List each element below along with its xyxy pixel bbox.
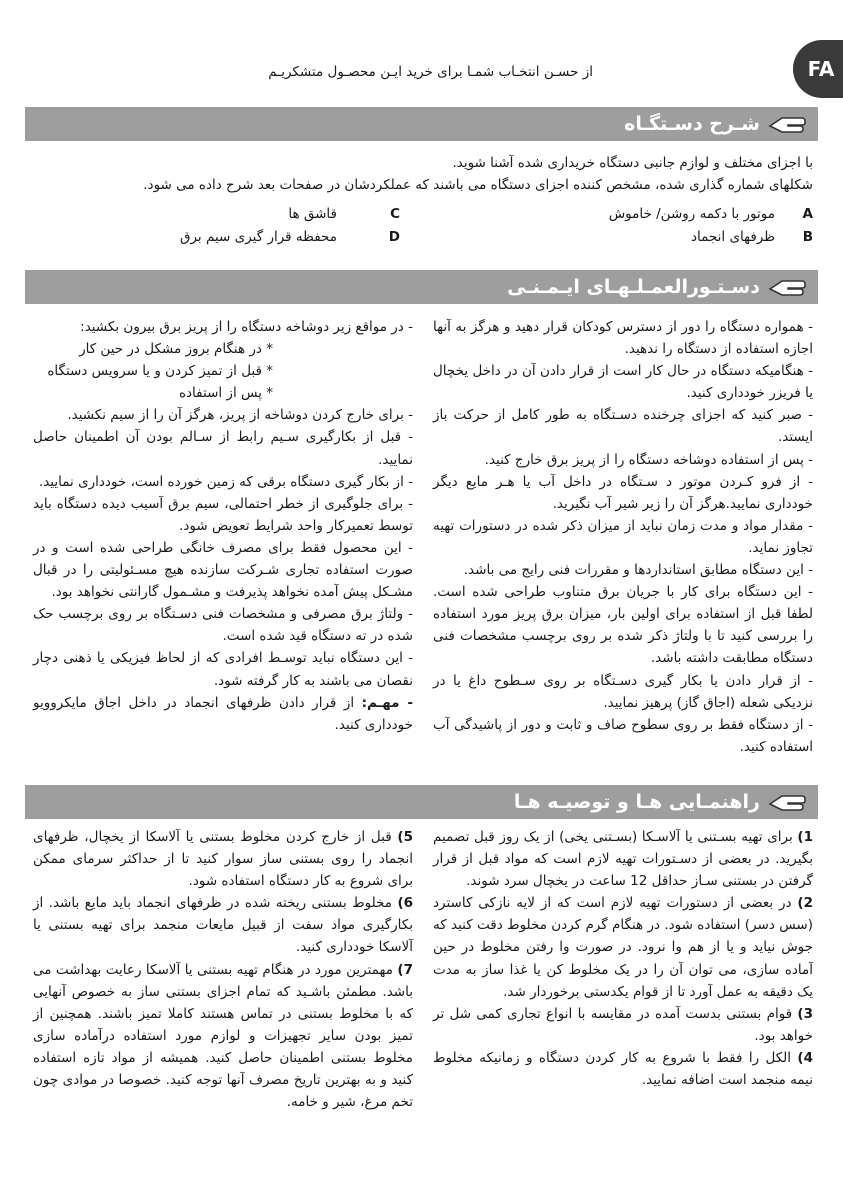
part-text-c: قاشق ها xyxy=(288,206,337,222)
tips-right-column xyxy=(433,826,813,1091)
tip-item xyxy=(433,826,813,892)
safety-item: - صبر کنید که اجزای چرخنده دسـتگاه به طور کامل از حرکت باز ایستد. xyxy=(433,407,813,446)
hand-pointer-icon xyxy=(766,112,806,136)
parts-list xyxy=(23,206,813,252)
safety-item: - ولتاژ برق مصرفی و مشخصات فنی دسـتگاه بر روی برچسب حک شده در ته دستگاه قید شده است. xyxy=(33,606,413,645)
part-letter-a: A xyxy=(802,206,813,222)
section-bar-description xyxy=(25,107,818,141)
safety-item: - پس از استفاده دوشاخه دستگاه را از پریز برق خارج کنید. xyxy=(484,451,813,468)
section-title-safety: دسـتـورالعمـلـهـای ایـمـنـی xyxy=(507,276,760,298)
tip-number: 4) xyxy=(797,1049,813,1066)
safety-item: - از دستگاه فقط بر روی سطوح صاف و ثابت و دور از پاشیدگی آب استفاده کنید. xyxy=(433,716,813,755)
safety-item: - مقدار مواد و مدت زمان نباید از میزان ذکر شده در دستورات تهیه تجاوز نماید. xyxy=(433,517,813,556)
part-text-b: ظرفهای انجماد xyxy=(691,229,775,245)
safety-item: - از بکار گیری دستگاه برقی که زمین خورده است، خودداری نمایید. xyxy=(38,473,413,490)
safety-subitem: * در هنگام بروز مشکل در حین کار xyxy=(79,341,273,358)
section-title-tips: راهنمـایی هـا و توصیـه هـا xyxy=(513,791,760,813)
description-line-2: شکلهای شماره گذاری شده، مشخص کننده اجزای دستگاه می باشند که عملکردشان در صفحات بعد شرح داده می شود. xyxy=(143,177,813,193)
section-bar-tips xyxy=(25,785,818,819)
hand-pointer-icon xyxy=(766,275,806,299)
safety-item: - همواره دستگاه را دور از دسترس کودکان قرار دهید و هرگز به آنها اجازه استفاده از دستگاه را ندهید. xyxy=(433,319,813,358)
tip-text: قبل از خارج کردن مخلوط بستنی یا آلاسکا از یخچال، ظرفهای انجماد را روی بستنی ساز سوار کنید تا از حداکثر سرمای ممکن برای شروع به کار دستگاه استفاده شود. xyxy=(33,829,413,890)
tip-text: در بعضی از دستورات تهیه لازم است که از لایه نازکی کاسترد (سس دسر) استفاده شود. در هنگام گرم کردن مخلوط دقت کنید که جوش نیاید و یا از هم وا نرود. در صورت وا رفتن مخلوط در حین آماده سازی، می توان آن را در یک مخلوط کن یا غذا ساز به مدت یک دقیقه به عمل آورد تا از قوام یکدستی برخوردار شد. xyxy=(433,895,813,1000)
safety-item: - هنگامیکه دستگاه در حال کار است از قرار دادن آن در داخل یخچال یا فریزر خودداری کنید. xyxy=(433,363,813,402)
tip-text: مهمترین مورد در هنگام تهیه بستنی یا آلاسکا رعایت بهداشت می باشد. مطمئن باشـید که تمام اجزای بستنی ساز به خصوص آنهایی که با مخلوط بستنی در تماس هستند کاملا تمیز باشند. همچنین از تمیز بودن سایر تجهیزات و لوازم مورد استفاده درآماده سازی مخلوط بستنی اطمینان حاصل کنید. همیشه از مواد تازه استفاده کنید و به بهترین تاریخ مصرف آنها توجه کنید. خصوصا در موادی چون تخم مرغ، شیر و خامه. xyxy=(33,961,413,1111)
tip-item xyxy=(433,1047,813,1091)
safety-item: - این دستگاه نباید توسـط افرادی که از لحاظ فیزیکی یا ذهنی دچار نقصان می باشند به کار گرفته شود. xyxy=(33,650,413,689)
tip-number: 5) xyxy=(397,829,413,845)
section-bar-safety xyxy=(25,270,818,304)
safety-right-column xyxy=(433,316,813,758)
tip-text: برای تهیه بسـتنی یا آلاسـکا (بسـتنی یخی) از یک روز قبل تصمیم بگیرید. در بعضی از دسـتورات تهیه لازم است که مواد قبل از قرار گرفتن در بستنی سـاز حداقل 12 ساعت در یخچال سرد شوند. xyxy=(433,829,813,890)
tips-left-column xyxy=(33,826,413,1113)
tip-number: 1) xyxy=(797,829,813,845)
parts-row-1 xyxy=(23,206,813,228)
safety-item: - از قرار دادن یا بکار گیری دسـتگاه بر روی سـطوح داغ یا در نزدیکی شعله (اجاق گاز) پرهیز نمایید. xyxy=(433,672,813,711)
tip-item xyxy=(33,959,413,1114)
safety-item: - برای جلوگیری از خطر احتمالی، سیم برق آسیب دیده دستگاه باید توسط تعمیرکار واحد شرایط تعویض شود. xyxy=(33,495,413,534)
hand-pointer-icon xyxy=(766,790,806,814)
section-title-description: شـرح دسـتگـاه xyxy=(624,113,760,135)
part-letter-d: D xyxy=(388,229,400,245)
safety-item: - از فرو کـردن موتور د سـتگاه در داخل آب یا هـر مایع دیگر خودداری نمایید.هرگز آن را زیر شیر آب نگیرید. xyxy=(433,473,813,512)
safety-subitem: * پس از استفاده xyxy=(178,385,273,402)
safety-item: - در مواقع زیر دوشاخه دستگاه را از پریز برق بیرون بکشید: xyxy=(80,319,413,335)
tip-number: 2) xyxy=(797,895,813,912)
safety-item: - قبل از بکارگیری سـیم رابط از سـالم بودن آن اطمینان حاصل نمایید. xyxy=(33,429,413,468)
parts-row-2 xyxy=(23,229,813,251)
part-text-a: موتور با دکمه روشن/ خاموش xyxy=(608,206,775,222)
safety-item: - این محصول فقط برای مصرف خانگی طراحی شده است و در صورت استفاده تجاری شـرکت سازنده هیچ مسـئولیتی را در قبال مشـکل پیش آمده نخواهد پذیرفت و مشـمول گارانتی نخواهد بود. xyxy=(33,539,413,601)
language-tab: FA xyxy=(793,40,843,98)
tip-number: 3) xyxy=(797,1005,813,1022)
tip-text: مخلوط بستنی ریخته شده در ظرفهای انجماد باید مایع باشد. از بکارگیری مواد سفت از قبیل مایعات منجمد برای تهیه بستنی یا آلاسکا خودداری کنید. xyxy=(33,895,413,956)
safety-subitem: * قبل از تمیز کردن و یا سرویس دستگاه xyxy=(47,363,273,380)
safety-left-column xyxy=(33,316,413,736)
part-text-d: محفظه قرار گیری سیم برق xyxy=(180,229,337,245)
part-letter-c: C xyxy=(390,206,400,222)
tip-text: الکل را فقط با شروع به کار کردن دستگاه و زمانیکه مخلوط نیمه منجمد است اضافه نمایید. xyxy=(433,1049,813,1089)
description-line-1: با اجزای مختلف و لوازم جانبی دستگاه خریداری شده آشنا شوید. xyxy=(452,155,813,171)
safety-item: - این دستگاه مطابق استانداردها و مقررات فنی رایج می باشد. xyxy=(463,562,813,579)
important-text: از قرار دادن ظرفهای انجماد در داخل اجاق مایکروویو خودداری کنید. xyxy=(33,694,413,733)
tip-number: 7) xyxy=(397,961,413,978)
tip-item xyxy=(433,892,813,1002)
part-letter-b: B xyxy=(802,229,813,245)
tip-text: قوام بستنی بدست آمده در مقایسه با انواع تجاری کمی شل تر خواهد بود. xyxy=(433,1005,813,1044)
safety-item: - برای خارج کردن دوشاخه از پریز، هرگز آن را از سیم نکشید. xyxy=(67,407,413,424)
tip-item xyxy=(33,826,413,892)
tip-number: 6) xyxy=(397,895,414,912)
tip-item xyxy=(33,892,413,958)
intro-text: از حسـن انتخـاب شمـا برای خرید ایـن محصـول متشکریـم xyxy=(268,64,593,80)
safety-item: - این دستگاه برای کار با جریان برق متناوب طراحی شده است. لطفا قبل از استفاده برای اولین بار، میزان برق پریز مورد استفاده را بررسی کنید تا با ولتاژ ذکر شده بر روی برچسب مشخصات فنی دستگاه مطابقت داشته باشد. xyxy=(433,584,813,667)
important-label: - مهـم: xyxy=(361,694,413,711)
safety-important xyxy=(33,692,413,736)
tip-item xyxy=(433,1003,813,1047)
